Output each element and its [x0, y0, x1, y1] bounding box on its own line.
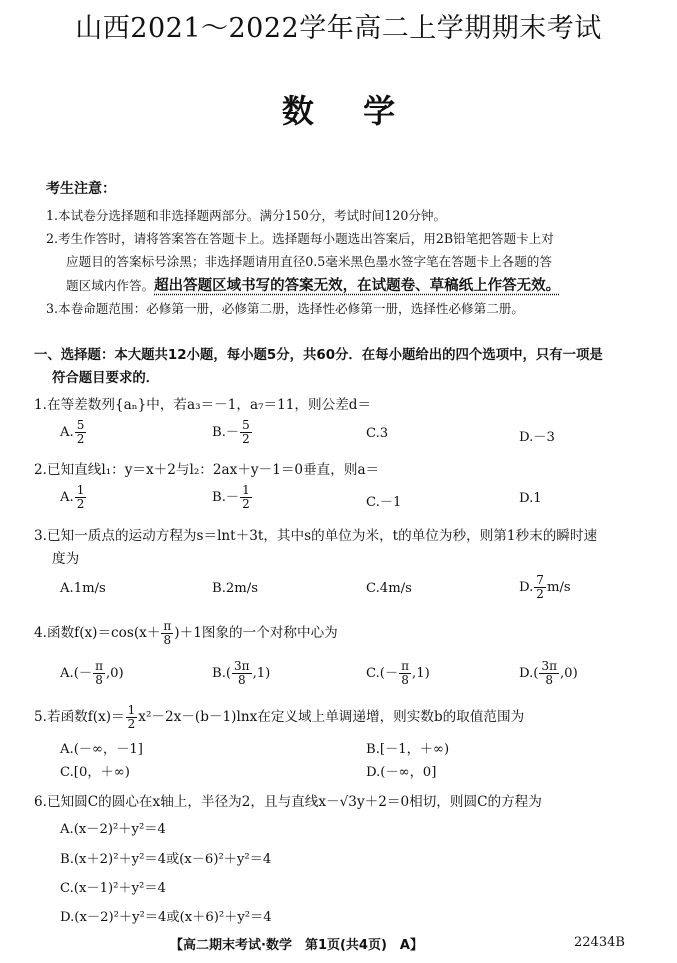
fraction [240, 484, 252, 511]
notice-line-1: 1.本试卷分选择题和非选择题两部分。满分150分，考试时间120分钟。 [46, 208, 447, 223]
q1-option-a [60, 419, 87, 446]
q1-stem: 1.在等差数列{aₙ}中，若a₃＝－1，a₇＝11，则公差d＝ [34, 397, 372, 413]
q4-stem [34, 620, 338, 647]
fraction-den: 2 [242, 497, 250, 511]
q1-option-b [212, 419, 253, 446]
fraction-num: 1 [76, 483, 85, 497]
q3-option-d-unit: m/s [546, 580, 571, 595]
q4-option-a [60, 660, 124, 687]
q4-option-b-label: B.( [212, 666, 232, 681]
fraction-den: 2 [536, 587, 544, 601]
fraction-den: 2 [76, 497, 85, 511]
fraction [240, 419, 252, 446]
q4-option-a-tail: ,0) [105, 666, 124, 681]
q4-option-d [519, 660, 578, 687]
q2-option-b [212, 484, 253, 511]
notice-heading: 考生注意： [46, 181, 116, 197]
fraction [534, 574, 546, 601]
section-heading: 一、选择题：本大题共12小题，每小题5分，共60分．在每小题给出的四个选项中，只有一项是 [34, 348, 603, 363]
fraction-num: 5 [76, 418, 85, 432]
q3-option-a: A.1m/s [60, 581, 106, 596]
page-footer: 【高二期末考试·数学 第1页(共4页) A】 [170, 938, 423, 953]
exam-title: 山西2021～2022学年高二上学期期末考试 [75, 13, 602, 44]
q6-option-b: B.(x＋2)²＋y²＝4或(x－6)²＋y²＝4 [60, 852, 272, 867]
q2-option-a-label: A. [60, 490, 74, 505]
q6-option-a: A.(x－2)²＋y²＝4 [60, 822, 166, 837]
fraction-den: 8 [237, 673, 246, 687]
q3-option-b: B.2m/s [212, 581, 258, 596]
q4-option-b-tail: ,1) [252, 666, 271, 681]
q5-option-a: A.(－∞，－1] [60, 742, 143, 757]
fraction-num: π [163, 619, 172, 633]
q4-option-a-label: A.(－ [60, 666, 93, 681]
notice-line-2: 2.考生作答时，请将答案答在答题卡上。选择题每小题选出答案后，用2B铅笔把答题卡上对 [46, 231, 554, 246]
fraction [539, 660, 559, 687]
fraction-den: 8 [401, 673, 409, 687]
fraction-den: 8 [545, 673, 554, 687]
q3-stem: 3.已知一质点的运动方程为s＝lnt＋3t，其中s的单位为米，t的单位为秒，则第1秒末的瞬时速 [34, 528, 598, 544]
notice-line-4-text: 题区域内作答。 [66, 278, 155, 293]
q6-option-d: D.(x－2)²＋y²＝4或(x＋6)²＋y²＝4 [60, 910, 272, 925]
notice-emphasis: 超出答题区域书写的答案无效，在试题卷、草稿纸上作答无效。 [154, 278, 561, 294]
q1-option-a-label: A. [60, 425, 74, 440]
fraction-den: 2 [76, 432, 85, 446]
q4-option-d-tail: ,0) [559, 666, 578, 681]
q2-option-d: D.1 [519, 491, 542, 506]
fraction-den: 8 [163, 633, 172, 647]
q5-option-b: B.[－1，＋∞) [366, 742, 450, 757]
subject-title: 数 学 [281, 92, 396, 130]
fraction-num: π [95, 659, 103, 673]
q2-option-c: C.－1 [366, 495, 402, 510]
q3-option-d-label: D. [519, 580, 534, 595]
q4-option-c-tail: ,1) [412, 666, 430, 681]
fraction-den: 2 [127, 717, 136, 731]
fraction-den: 2 [242, 432, 250, 446]
q2-option-a [60, 484, 87, 511]
fraction-num: 3π [541, 659, 557, 673]
fraction-num: 1 [127, 703, 136, 717]
fraction-num: 7 [536, 573, 544, 587]
q4-option-c [366, 660, 430, 687]
notice-line-5: 3.本卷命题范围：必修第一册，必修第二册，选择性必修第一册，选择性必修第二册。 [46, 301, 524, 316]
q3-stem-cont: 度为 [52, 551, 80, 567]
fraction [399, 660, 411, 687]
fraction-num: π [401, 659, 410, 673]
q3-option-c: C.4m/s [366, 581, 412, 596]
q4-option-c-label: C.(－ [366, 666, 399, 681]
notice-line-4 [66, 274, 560, 295]
fraction [126, 704, 138, 731]
q6-stem: 6.已知圆C的圆心在x轴上，半径为2，且与直线x－√3y＋2＝0相切，则圆C的方程为 [34, 794, 542, 810]
fraction [232, 660, 252, 687]
fraction [75, 484, 87, 511]
q6-option-c: C.(x－1)²＋y²＝4 [60, 881, 166, 896]
q5-stem [34, 704, 524, 731]
fraction-num: 5 [242, 418, 250, 432]
fraction [93, 660, 105, 687]
q4-option-b [212, 660, 270, 687]
q4-stem-pre: 4.函数f(x)＝cos(x＋ [34, 625, 161, 641]
q5-stem-post: x²－2x－(b－1)lnx在定义域上单调递增，则实数b的取值范围为 [138, 709, 525, 725]
q5-stem-pre: 5.若函数f(x)＝ [34, 709, 125, 725]
section-heading-cont: 符合题目要求的． [52, 371, 160, 386]
q4-option-d-label: D.( [519, 666, 539, 681]
q1-option-d: D.－3 [519, 430, 555, 445]
q1-option-c: C.3 [366, 426, 389, 441]
notice-line-3: 应题目的答案标号涂黑；非选择题请用直径0.5毫米黑色墨水签字笔在答题卡上各题的答 [66, 254, 552, 269]
q5-option-d: D.(－∞，0] [366, 765, 437, 780]
q3-option-d [519, 574, 571, 601]
fraction-den: 8 [95, 673, 103, 687]
paper-code: 22434B [574, 935, 625, 950]
q5-option-c: C.[0，＋∞) [60, 765, 130, 780]
fraction [161, 620, 173, 647]
fraction-num: 3π [234, 659, 250, 673]
q4-stem-post: )＋1图象的一个对称中心为 [174, 625, 338, 641]
q2-option-b-label: B.－ [212, 490, 240, 505]
q1-option-b-label: B.－ [212, 425, 240, 440]
q2-stem: 2.已知直线l₁：y＝x＋2与l₂：2ax＋y－1＝0垂直，则a＝ [34, 462, 380, 478]
fraction-num: 1 [242, 483, 250, 497]
fraction [75, 419, 87, 446]
